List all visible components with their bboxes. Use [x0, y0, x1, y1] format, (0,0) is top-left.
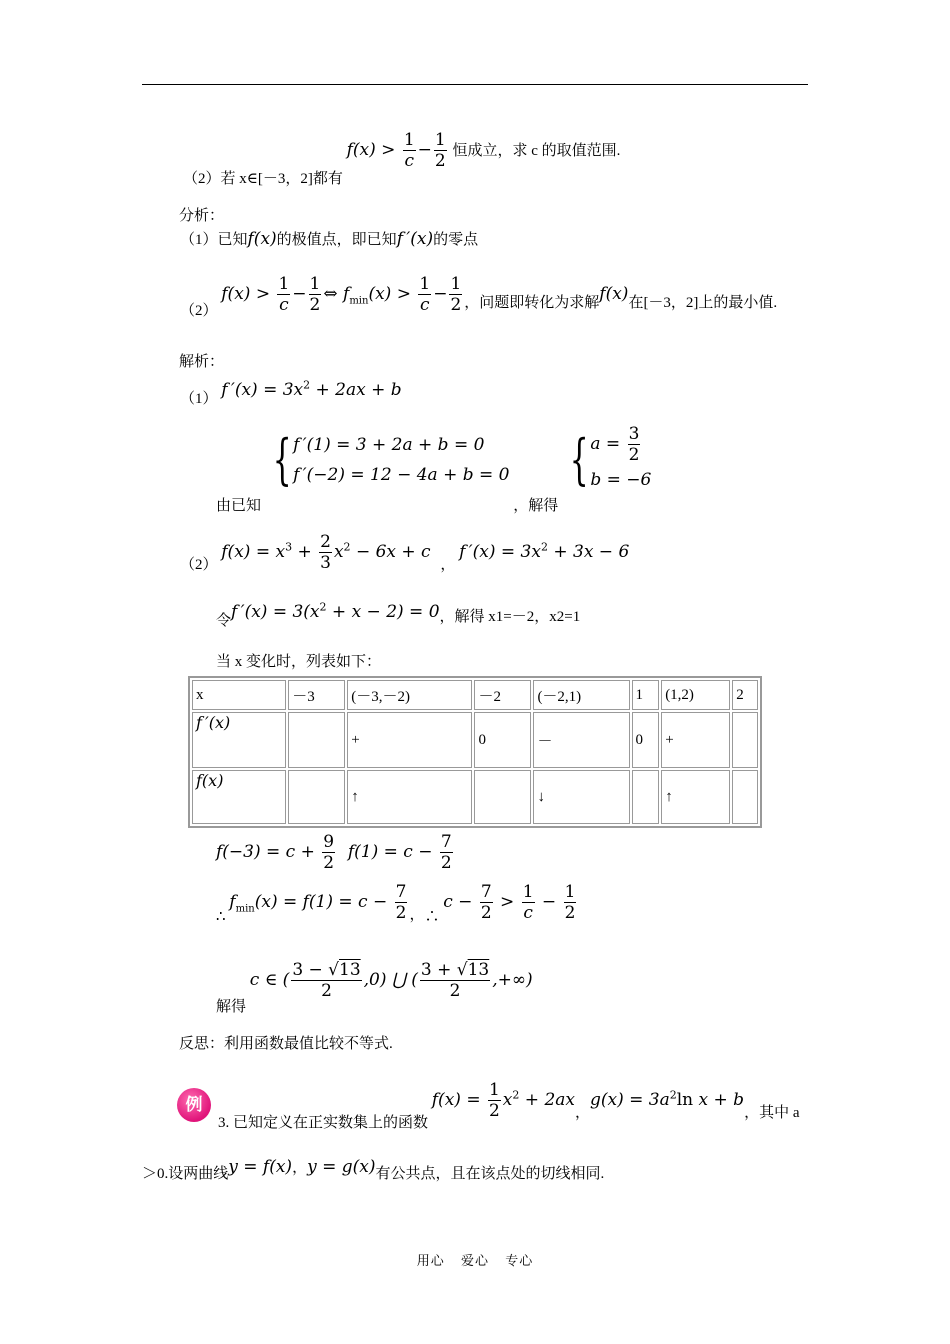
footer-item: 用心 [416, 1253, 445, 1268]
table-cell [732, 712, 758, 768]
table-cell: 0 [632, 712, 660, 768]
let-label: 令 [216, 612, 232, 629]
example3-suffix: ，其中 a [744, 1105, 800, 1121]
comma: ， [440, 557, 456, 573]
analysis-line1 [180, 228, 478, 249]
solution-let [216, 600, 581, 629]
table-cell [474, 770, 531, 824]
example3-mid: ， [574, 1105, 590, 1121]
solution-part1 [180, 378, 402, 407]
formula-fx: f(x) [247, 229, 277, 249]
formula-condition: f(x) > $\frac{1}{c}$ − $\frac{1}{2}$ [346, 130, 446, 171]
table-cell: (－2,1) [533, 680, 629, 710]
formula-fx-full: $f(x) = x^3$ + $\frac{2}{3}$ $x^2 - 6x + c$ [221, 532, 431, 573]
table-cell: － [533, 712, 629, 768]
table-cell: + [347, 712, 472, 768]
roots-text: ，解得 x1=－2，x2=1 [439, 608, 581, 625]
table-row-f [192, 770, 758, 824]
formula-equivalence: f(x) > $\frac{1}{c}$ − $\frac{1}{2}$ ⇔ $f_{min}(x)$ > $\frac{1}{c}$ − $\frac{1}{2}$ [221, 274, 462, 315]
table-row-fprime [192, 712, 758, 768]
table-cell [288, 712, 345, 768]
table-cell: ↑ [347, 770, 472, 824]
footer-item: 专心 [505, 1253, 534, 1268]
formula-fx-2: f(x) [599, 284, 629, 304]
header-rule [142, 84, 808, 85]
formula-system-given: { f ′(1) = 3 + 2a + b = 0 f ′(−2) = 12 − 4a + b = 0 [272, 427, 510, 491]
example3-line2-suffix: 有公共点，且在该点处的切线相同. [375, 1166, 605, 1182]
formula-zero: f $'(x) = 3(x^2 + x - 2) = 0$ [231, 600, 440, 622]
final-label: 解得 [216, 999, 247, 1015]
analysis-line1-suffix: 的零点 [433, 232, 479, 248]
question-suffix: 恒成立，求 c 的取值范围. [452, 143, 621, 159]
formula-fprime-x: f ′(x) [396, 229, 434, 249]
formula-g-def: $g(x) = 3a^2\ln$ x + b [590, 1088, 745, 1110]
example3-prefix: 3. 已知定义在正实数集上的函数 [218, 1115, 429, 1131]
table-header-row [192, 680, 758, 710]
formula-curve-f: y = f(x) [228, 1157, 293, 1177]
part1-label: （1） [180, 390, 218, 407]
table-cell [732, 770, 758, 824]
example-badge-icon: 例 [177, 1088, 211, 1122]
analysis-line1-mid: 的极值点，即已知 [276, 232, 397, 248]
table-cell: (－3,－2) [347, 680, 472, 710]
table-cell: 2 [732, 680, 758, 710]
solution-system [216, 424, 652, 514]
analysis-heading: 分析： [179, 208, 225, 224]
table-row-label: f(x) [192, 770, 286, 824]
table-cell: ↑ [661, 770, 730, 824]
formula-inequality: c − $\frac{7}{2}$ > $\frac{1}{c}$ − $\frac{1}{2}$ [443, 882, 576, 923]
part2-label: （2） [180, 557, 218, 573]
analysis-line2-prefix: （2） [180, 303, 218, 319]
example3-line2 [142, 1156, 605, 1182]
solve-label: ，解得 [513, 497, 559, 514]
table-cell [632, 770, 660, 824]
solution-heading: 解析： [179, 354, 225, 370]
formula-values: f(−3) = c + $\frac{9}{2}$ f(1) = c − $\frac{7}{2}$ [216, 832, 452, 873]
variation-table [188, 676, 762, 828]
analysis-line2-suffix: 在[－3，2]上的最小值. [628, 295, 778, 311]
part2-question [183, 130, 621, 187]
analysis-line1-prefix: （1）已知 [180, 232, 248, 248]
formula-f-def: f(x) = $\frac{1}{2}$ $x^2 + 2ax$ [431, 1080, 575, 1121]
table-cell: 1 [632, 680, 660, 710]
formula-derivative: f $'(x) = 3x^2 + 2ax + b$ [221, 378, 402, 400]
therefore-line: ∴ $f_{min}(x) = f(1) = c$ − $\frac{7}{2}$ ，∴ c − $\frac{7}{2}$ > $\frac{1}{c}$ − $\frac{1}{2}$ [216, 882, 578, 923]
table-cell: ↓ [533, 770, 629, 824]
page-footer [0, 1250, 950, 1269]
formula-fmin: $f_{min}(x) = f(1) = c$ − $\frac{7}{2}$ [229, 882, 407, 923]
solution-part2 [180, 532, 629, 573]
formula-fprime-full: f $'(x) = 3x^2 + 3x - 6$ [459, 540, 630, 562]
formula-system-solution: { a = $\frac{3}{2}$ b = −6 [569, 424, 652, 491]
table-row-label: f ′(x) [192, 712, 286, 768]
analysis-line2 [180, 274, 778, 319]
table-cell [288, 770, 345, 824]
final-answer [216, 960, 533, 1015]
example3-line1 [218, 1080, 800, 1131]
example3-line2-mid: ， [292, 1160, 308, 1176]
given-label: 由已知 [216, 497, 262, 514]
table-intro: 当 x 变化时，列表如下： [216, 654, 382, 670]
formula-curve-g: y = g(x) [307, 1157, 376, 1177]
formula-answer: c ∈ ( $\frac{3 - √13}{2}$ ,0) ⋃ ( $\frac{3 + √13}{2}$ ,+∞) [249, 960, 533, 1001]
footer-item: 爱心 [460, 1253, 489, 1268]
table-cell: x [192, 680, 286, 710]
reflection: 反思：利用函数最值比较不等式. [179, 1036, 393, 1052]
therefore-comma: ， [409, 907, 425, 923]
question-prefix: （2）若 x∈[－3，2]都有 [183, 171, 343, 187]
table-cell: (1,2) [661, 680, 730, 710]
table-cell: －2 [474, 680, 531, 710]
example3-line2-prefix: ＞0.设两曲线 [142, 1166, 229, 1182]
table-cell: + [661, 712, 730, 768]
table-cell: 0 [474, 712, 531, 768]
analysis-line2-mid: ，问题即转化为求解 [464, 295, 600, 311]
table-cell: －3 [288, 680, 345, 710]
